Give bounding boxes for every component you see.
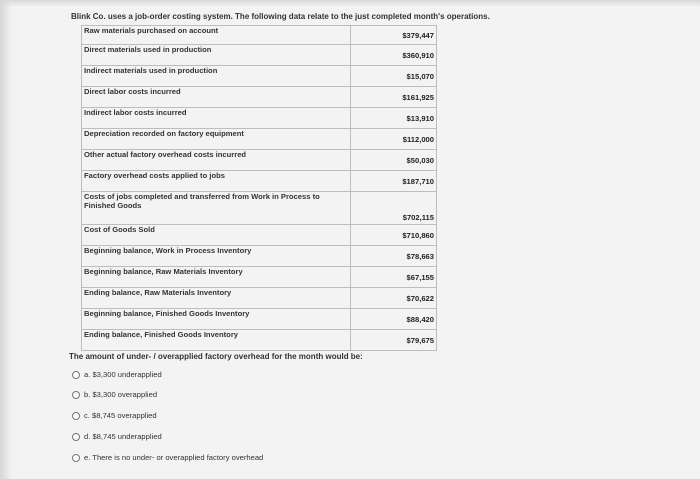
answer-option-label: e. There is no under- or overapplied factory overhead [84, 453, 264, 462]
row-value: $161,925 [351, 87, 437, 108]
table-row [82, 87, 437, 108]
row-value: $379,447 [351, 26, 437, 45]
answer-option-label: a. $3,300 underapplied [84, 370, 162, 379]
table-row [82, 171, 437, 192]
table-row [82, 108, 437, 129]
answer-option-label: b. $3,300 overapplied [84, 390, 158, 399]
row-value: $710,860 [351, 225, 437, 246]
row-label [82, 330, 351, 351]
row-label [82, 129, 351, 150]
answer-option-d[interactable] [72, 432, 162, 441]
cost-data-table [81, 25, 437, 351]
table-row [82, 246, 437, 267]
row-label [82, 108, 351, 129]
row-value: $78,663 [351, 246, 437, 267]
row-value: $702,115 [351, 192, 437, 225]
radio-button-icon[interactable] [72, 391, 80, 399]
row-label [82, 87, 351, 108]
row-label-text: Direct materials used in production [84, 45, 212, 54]
row-value: $360,910 [351, 45, 437, 66]
table-row [82, 330, 437, 351]
answer-option-a[interactable] [72, 370, 162, 379]
question-title: Blink Co. uses a job-order costing system. The following data relate to the just completed month's operations. [71, 12, 490, 21]
row-label-text: Depreciation recorded on factory equipment [84, 129, 244, 138]
row-value: $50,030 [351, 150, 437, 171]
row-label-text: Beginning balance, Finished Goods Inventory [84, 309, 250, 318]
row-value: $67,155 [351, 267, 437, 288]
radio-button-icon[interactable] [72, 454, 80, 462]
question-prompt: The amount of under- / overapplied factory overhead for the month would be: [69, 352, 363, 361]
row-value: $79,675 [351, 330, 437, 351]
row-label-text: Indirect materials used in production [84, 66, 218, 75]
table-row [82, 66, 437, 87]
row-label [82, 26, 351, 45]
row-label [82, 246, 351, 267]
row-label-text: Other actual factory overhead costs incurred [84, 150, 247, 159]
row-value: $70,622 [351, 288, 437, 309]
row-value: $187,710 [351, 171, 437, 192]
answer-option-c[interactable] [72, 411, 157, 420]
row-value: $15,070 [351, 66, 437, 87]
browser-top-edge [0, 0, 700, 6]
row-label [82, 192, 351, 225]
table-row [82, 267, 437, 288]
table-row [82, 288, 437, 309]
row-label [82, 267, 351, 288]
table-row [82, 150, 437, 171]
row-label [82, 150, 351, 171]
row-label-text: Beginning balance, Work in Process Inventory [84, 246, 252, 255]
row-label-text: Ending balance, Finished Goods Inventory [84, 330, 239, 339]
row-label [82, 66, 351, 87]
table-row [82, 309, 437, 330]
answer-option-label: c. $8,745 overapplied [84, 411, 157, 420]
table-row [82, 129, 437, 150]
row-label-text: Cost of Goods Sold [84, 225, 155, 234]
row-label-text: Ending balance, Raw Materials Inventory [84, 288, 232, 297]
row-label [82, 45, 351, 66]
table-row [82, 225, 437, 246]
radio-button-icon[interactable] [72, 371, 80, 379]
row-label [82, 225, 351, 246]
row-label-text: Costs of jobs completed and transferred from Work in Process to Finished Goods [84, 192, 320, 210]
row-value: $13,910 [351, 108, 437, 129]
page-left-shadow [0, 0, 12, 479]
row-value: $112,000 [351, 129, 437, 150]
answer-option-e[interactable] [72, 453, 263, 462]
row-label-text: Direct labor costs incurred [84, 87, 181, 96]
row-label-text: Beginning balance, Raw Materials Inventory [84, 267, 243, 276]
row-label [82, 171, 351, 192]
row-label-text: Factory overhead costs applied to jobs [84, 171, 225, 180]
answer-option-b[interactable] [72, 390, 157, 399]
row-label [82, 288, 351, 309]
row-label [82, 309, 351, 330]
table-row [82, 192, 437, 225]
row-label-text: Raw materials purchased on account [84, 26, 219, 35]
radio-button-icon[interactable] [72, 433, 80, 441]
row-value: $88,420 [351, 309, 437, 330]
row-label-text: Indirect labor costs incurred [84, 108, 187, 117]
radio-button-icon[interactable] [72, 412, 80, 420]
table-row [82, 45, 437, 66]
table-row [82, 26, 437, 45]
answer-option-label: d. $8,745 underapplied [84, 432, 162, 441]
